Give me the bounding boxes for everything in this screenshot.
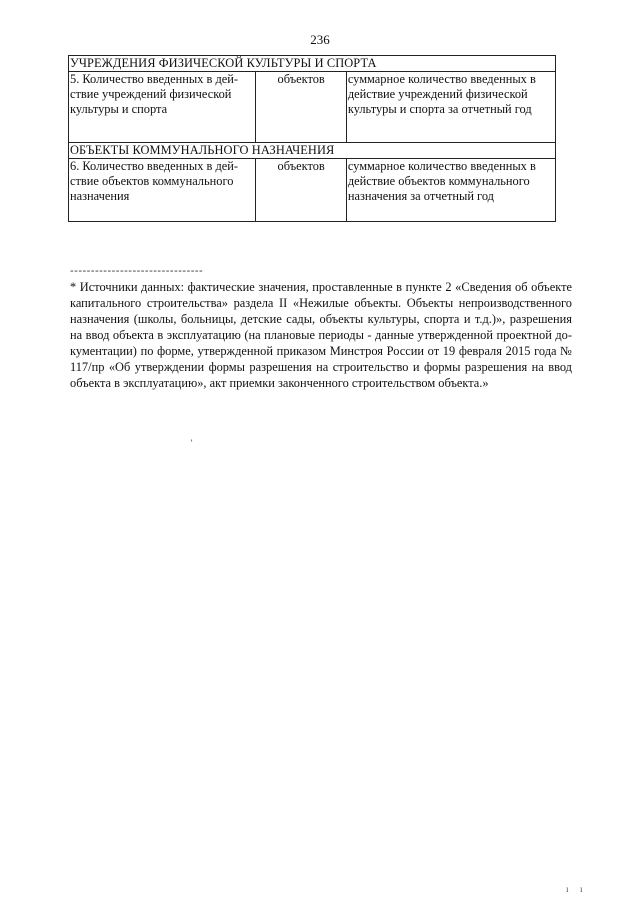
indicator-method: суммарное количество введенных в действие учреждений физической культуры и спорта за отчетный год [346, 72, 555, 143]
indicator-unit: объектов [256, 159, 346, 222]
indicator-method: суммарное количество введенных в действие объектов коммунального назначения за отчетный год [346, 159, 555, 222]
indicators-table [68, 55, 556, 222]
footnote-text: * Источники данных: фактические значения, проставленные в пункте 2 «Сведения об объекте капитального строительства» раздела II «Нежилые объекты. Объекты непроизводственного назначения (школы, больницы, детские сады, объекты культуры, спорта и т.д.)», разрешения на ввод объекта в эксплуатацию (на плановые периоды - данные утвержденной проектной до-кументации) по форме, утвержденной приказом Минстроя России от 19 февраля 2015 года № 117/пр «Об утверждении формы разрешения на строительство и формы разрешения на ввод объекта в эксплуатацию», акт приемки законченного строительством объекта.» [70, 280, 572, 390]
scan-speck: ʼ [190, 438, 193, 448]
indicator-name: 5. Количество введенных в дей-ствие учреждений физической культуры и спорта [69, 72, 256, 143]
section-header-row [69, 143, 556, 159]
section-heading: ОБЪЕКТЫ КОММУНАЛЬНОГО НАЗНАЧЕНИЯ [69, 143, 556, 159]
scan-speck: ı [580, 884, 583, 894]
section-header-row [69, 56, 556, 72]
table-row [69, 159, 556, 222]
scan-speck: ı [566, 884, 569, 894]
table-row [69, 72, 556, 143]
section-heading: УЧРЕЖДЕНИЯ ФИЗИЧЕСКОЙ КУЛЬТУРЫ И СПОРТА [69, 56, 556, 72]
indicator-name: 6. Количество введенных в дей-ствие объектов коммунального назначения [69, 159, 256, 222]
footnote-separator: -------------------------------- [70, 265, 204, 277]
indicator-unit: объектов [256, 72, 346, 143]
page-number: 236 [310, 32, 330, 47]
